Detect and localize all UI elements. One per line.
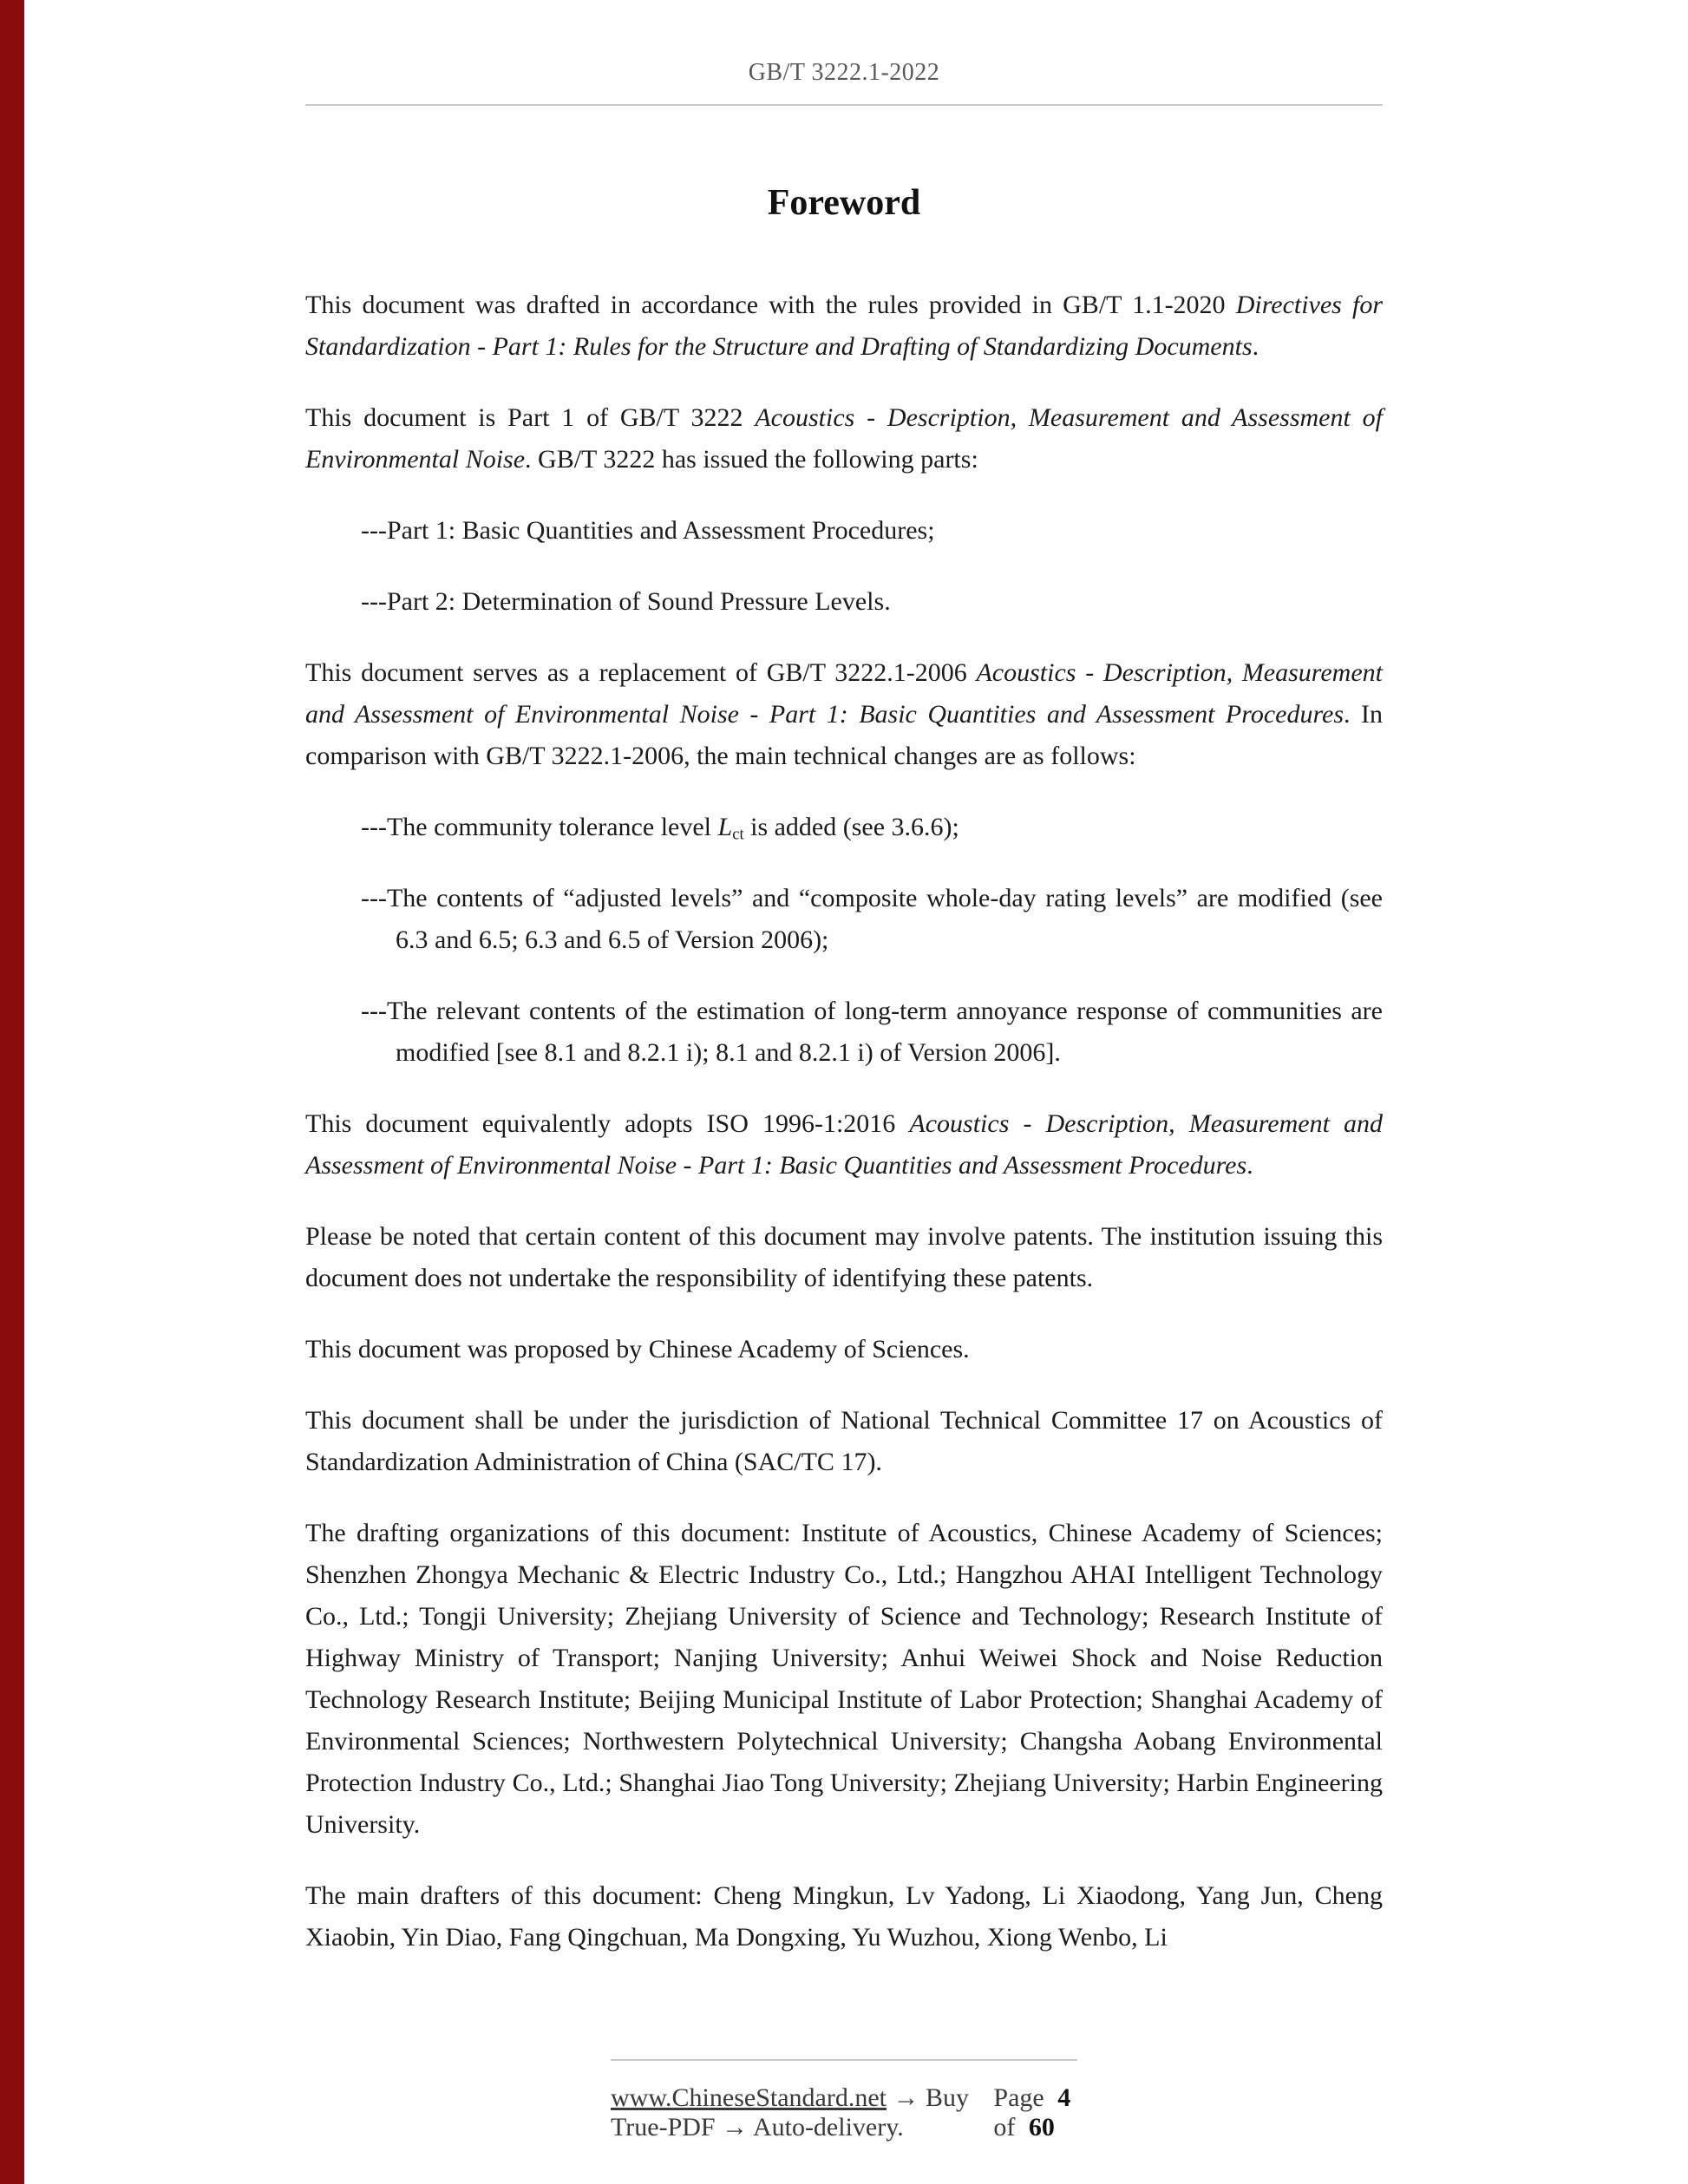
document-page [305, 0, 1383, 2184]
footer-rule [611, 2059, 1077, 2061]
dash-list-item: ---The relevant contents of the estimation of long-term annoyance response of communities are modified [see 8.1 and 8.2.1 i); 8.1 and 8.2.1 i) of Version 2006]. [361, 997, 1383, 1067]
paragraph: This document shall be under the jurisdiction of National Technical Committee 17 on Acoustics of Standardization Administration of China (SAC/TC 17). [305, 1406, 1383, 1476]
dash-list-item: ---The contents of “adjusted levels” and “composite whole-day rating levels” are modified (see 6.3 and 6.5; 6.3 and 6.5 of Version 2006); [361, 884, 1383, 954]
paragraph: This document was drafted in accordance with the rules provided in GB/T 1.1-2020 Directives for Standardization - Part 1: Rules for the Structure and Drafting of Standardizing Documents. [305, 291, 1383, 361]
dash-list-item: ---Part 1: Basic Quantities and Assessment Procedures; [361, 516, 935, 545]
page-total: 60 [1028, 2113, 1055, 2141]
paragraph: The main drafters of this document: Cheng Mingkun, Lv Yadong, Li Xiaodong, Yang Jun, Cheng Xiaobin, Yin Diao, Fang Qingchuan, Ma Dongxing, Yu Wuzhou, Xiong Wenbo, Li [305, 1881, 1383, 1952]
dash-list-item: ---Part 2: Determination of Sound Pressure Levels. [361, 587, 891, 616]
paragraph: This document equivalently adopts ISO 1996-1:2016 Acoustics - Description, Measurement and Assessment of Environmental Noise - Part 1: Basic Quantities and Assessment Procedures. [305, 1109, 1383, 1180]
page-indicator [986, 2083, 1077, 2142]
dash-list-item: ---The community tolerance level $L_{ct}$ is added (see 3.6.6); [361, 813, 959, 844]
header-rule [305, 104, 1383, 106]
document-content [305, 284, 1383, 1958]
paragraph: The drafting organizations of this document: Institute of Acoustics, Chinese Academy of Sciences; Shenzhen Zhongya Mechanic & Electric Industry Co., Ltd.; Hangzhou AHAI Intelligent Technology Co., Ltd.; Tongji University; Zhejiang University of Science and Technology; Research Institute of Highway Ministry of Transport; Nanjing University; Anhui Weiwei Shock and Noise Reduction Technology Research Institute; Beijing Municipal Institute of Labor Protection; Shanghai Academy of Environmental Sciences; Northwestern Polytechnical University; Changsha Aobang Environmental Protection Industry Co., Ltd.; Shanghai Jiao Tong University; Zhejiang University; Harbin Engineering University. [305, 1519, 1383, 1839]
left-accent-stripe [0, 0, 24, 2184]
footer-tagline: → Buy True-PDF → Auto-delivery. [611, 2083, 970, 2141]
paragraph: This document was proposed by Chinese Academy of Sciences. [305, 1335, 970, 1363]
of-word: of [993, 2113, 1016, 2141]
footer-site-link[interactable]: www.ChineseStandard.net [611, 2083, 887, 2112]
page-footer [611, 2059, 1077, 2142]
page-word: Page [993, 2083, 1044, 2112]
paragraph: This document is Part 1 of GB/T 3222 Acoustics - Description, Measurement and Assessment of Environmental Noise. GB/T 3222 has issued the following parts: [305, 403, 1383, 474]
standard-number-header: GB/T 3222.1-2022 [748, 59, 940, 86]
footer-row [611, 2083, 1077, 2142]
paragraph: Please be noted that certain content of this document may involve patents. The institution issuing this document does not undertake the responsibility of identifying these patents. [305, 1222, 1383, 1292]
page-title: Foreword [767, 183, 921, 223]
paragraph: This document serves as a replacement of GB/T 3222.1-2006 Acoustics - Description, Measurement and Assessment of Environmental Noise - Part 1: Basic Quantities and Assessment Procedures. In comparison with GB/T 3222.1-2006, the main technical changes are as follows: [305, 658, 1383, 770]
page-header [305, 0, 1383, 106]
footer-left [611, 2083, 986, 2142]
page-number: 4 [1057, 2083, 1071, 2112]
